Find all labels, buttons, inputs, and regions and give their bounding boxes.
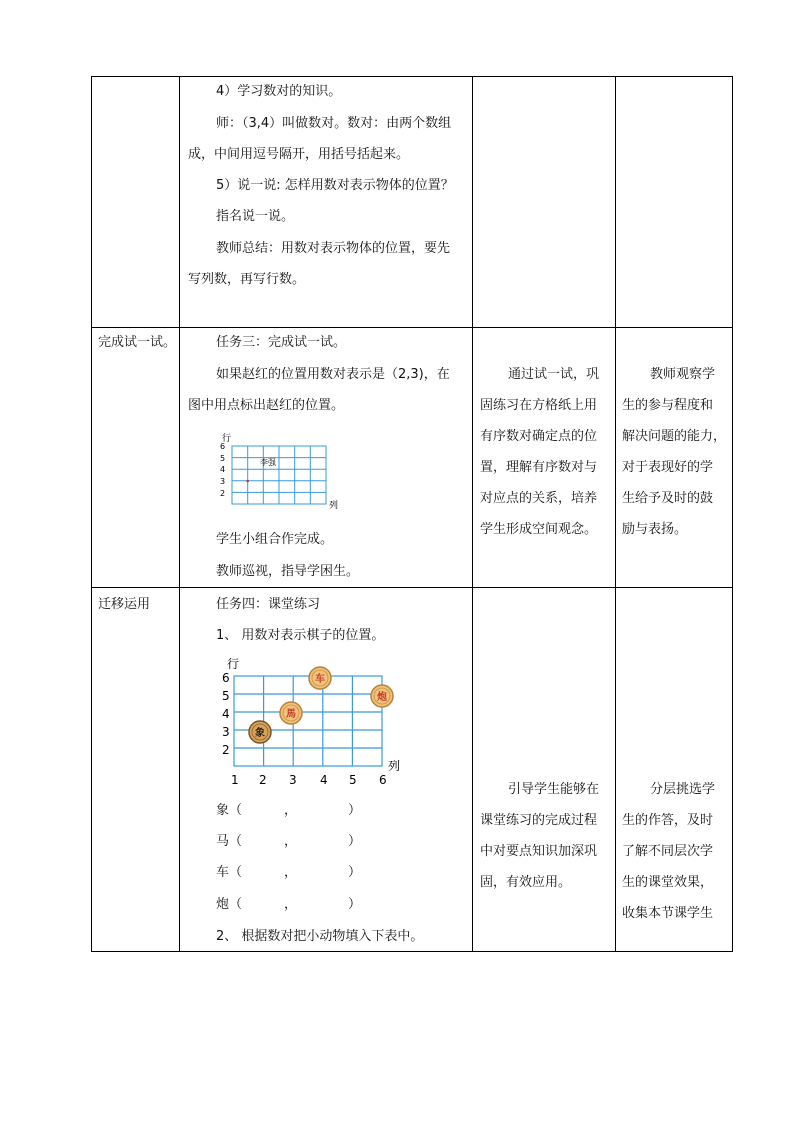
row-tick: 5	[220, 454, 226, 463]
row-label: 迁移运用	[98, 597, 151, 612]
row-axis-label: 行	[227, 657, 240, 671]
row-tick: 2	[220, 489, 226, 498]
text-line: 任务三：完成试一试。	[216, 335, 347, 350]
text-line: 写列数，再写行数。	[188, 272, 306, 287]
row-tick: 6	[222, 671, 230, 685]
table-border-top	[91, 76, 733, 77]
row-tick: 4	[222, 707, 230, 721]
blank-label: 车（	[216, 865, 243, 880]
table-border-left	[91, 76, 92, 952]
col-tick: 2	[259, 773, 267, 787]
row-tick: 4	[220, 465, 226, 474]
row-tick: 3	[220, 477, 226, 486]
blank-close: ）	[348, 865, 362, 880]
text-line: 引导学生能够在	[508, 782, 600, 797]
text-line: 分层挑选学	[650, 782, 716, 797]
text-line: 固，有效应用。	[480, 875, 572, 890]
chess-piece-pao	[371, 685, 393, 707]
blank-close: ）	[348, 834, 362, 849]
text-line: 2、 根据数对把小动物填入下表中。	[216, 929, 424, 944]
col-axis-label: 列	[329, 501, 339, 511]
text-line: 生的课堂效果，	[622, 875, 714, 890]
svg-text:馬: 馬	[286, 709, 296, 720]
text-line: 教师巡视，指导学困生。	[216, 564, 360, 579]
row-axis-label: 行	[222, 434, 232, 444]
blank-close: ）	[348, 803, 362, 818]
text-line: 生给予及时的鼓	[622, 491, 714, 506]
table-col-divider	[179, 76, 180, 952]
text-line: 学生小组合作完成。	[216, 532, 334, 547]
text-line: 指名说一说。	[216, 209, 295, 224]
col-tick: 5	[349, 773, 357, 787]
text-line: 教师观察学	[650, 367, 716, 382]
table-row-divider	[91, 327, 733, 328]
table-col-divider	[615, 76, 616, 952]
text-line: 5）说一说: 怎样用数对表示物体的位置？	[216, 178, 454, 193]
row-tick: 3	[222, 725, 230, 739]
chess-coordinate-grid	[214, 650, 410, 790]
text-line: 收集本节课学生	[622, 906, 714, 921]
grid-point-marker	[246, 480, 249, 483]
text-line: 4）学习数对的知识。	[216, 84, 342, 99]
svg-text:炮: 炮	[377, 692, 387, 703]
text-line: 置，理解有序数对与	[480, 460, 598, 475]
table-border-bottom	[91, 951, 733, 952]
row-tick: 5	[222, 689, 230, 703]
col-tick: 3	[289, 773, 297, 787]
chess-piece-ma	[280, 702, 302, 724]
text-line: 任务四：课堂练习	[216, 597, 321, 612]
text-line: 图中用点标出赵红的位置。	[188, 398, 345, 413]
chess-piece-che	[309, 667, 331, 689]
text-line: 成，中间用逗号隔开，用括号括起来。	[188, 147, 410, 162]
row-label: 完成试一试。	[98, 335, 177, 350]
blank-close: ）	[348, 897, 362, 912]
blank-label: 炮（	[216, 897, 243, 912]
text-line: 1、 用数对表示棋子的位置。	[216, 628, 385, 643]
text-line: 对应点的关系，培养	[480, 491, 598, 506]
row-tick: 2	[222, 743, 230, 757]
blank-comma: ，	[284, 897, 298, 912]
student-label: 李强	[260, 458, 276, 467]
col-tick: 6	[379, 773, 387, 787]
text-line: 师：（3,4）叫做数对。数对：由两个数组	[216, 116, 452, 131]
table-border-right	[732, 76, 733, 952]
col-tick: 1	[231, 773, 239, 787]
blank-label: 马（	[216, 834, 243, 849]
text-line: 有序数对确定点的位	[480, 429, 598, 444]
table-row-divider	[91, 587, 733, 588]
chess-piece-xiang	[249, 721, 271, 743]
text-line: 教师总结：用数对表示物体的位置，要先	[216, 241, 451, 256]
text-line: 中对要点知识加深巩	[480, 844, 598, 859]
text-line: 了解不同层次学	[622, 844, 714, 859]
text-line: 对于表现好的学	[622, 460, 714, 475]
col-axis-label: 列	[388, 759, 401, 773]
text-line: 固练习在方格纸上用	[480, 398, 598, 413]
text-line: 生的作答，及时	[622, 813, 714, 828]
table-col-divider	[472, 76, 473, 952]
blank-comma: ，	[284, 834, 298, 849]
text-line: 励与表扬。	[622, 522, 688, 537]
blank-label: 象（	[216, 803, 243, 818]
blank-comma: ，	[284, 865, 298, 880]
text-line: 生的参与程度和	[622, 398, 714, 413]
text-line: 课堂练习的完成过程	[480, 813, 598, 828]
text-line: 解决问题的能力，	[622, 429, 727, 444]
text-line: 通过试一试，巩	[508, 367, 600, 382]
blank-comma: ，	[284, 803, 298, 818]
text-line: 如果赵红的位置用数对表示是（2,3)，在	[216, 367, 450, 382]
svg-text:车: 车	[315, 674, 325, 685]
row-tick: 6	[220, 442, 226, 451]
col-tick: 4	[320, 773, 328, 787]
svg-text:象: 象	[255, 728, 265, 739]
text-line: 学生形成空间观念。	[480, 522, 598, 537]
coordinate-grid-small	[212, 428, 342, 514]
